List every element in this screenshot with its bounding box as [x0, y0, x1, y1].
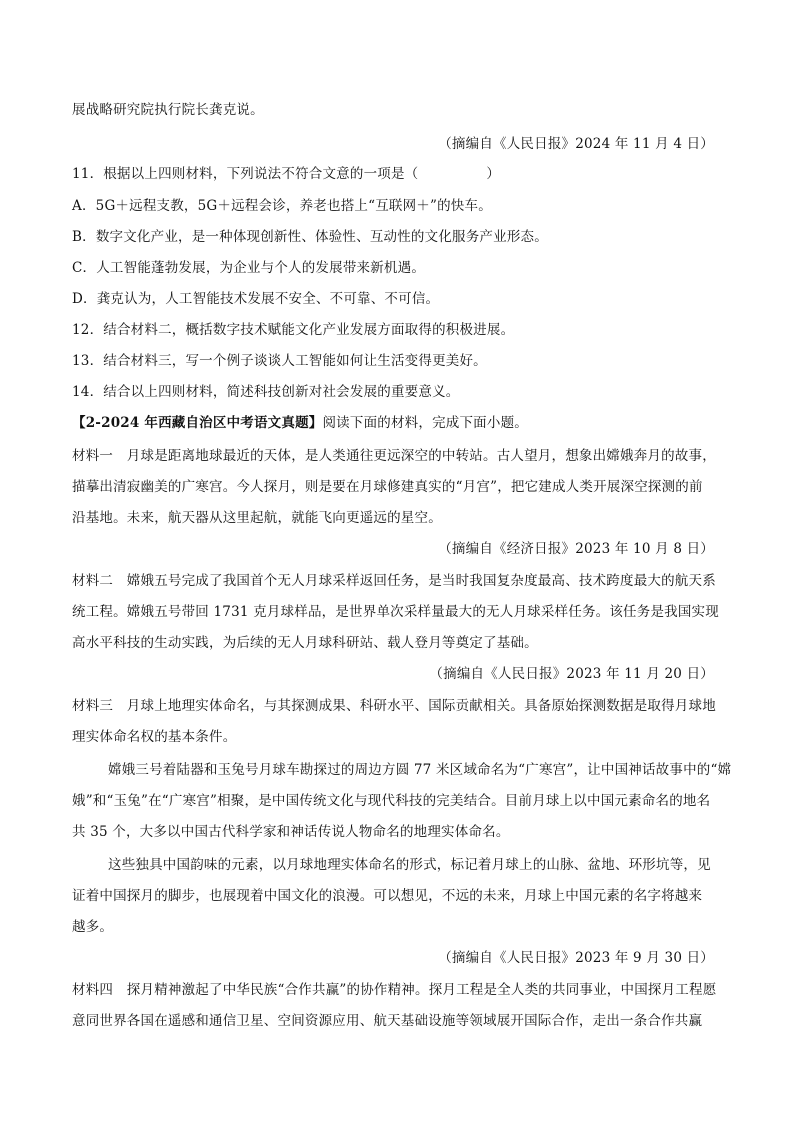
material-3-line: 材料三 月球上地理实体命名，与其探测成果、科研水平、国际贡献相关。具备原始探测数据是取得月球地	[72, 698, 716, 714]
material-3-line: 嫦娥三号着陆器和玉兔号月球车勘探过的周边方圆 77 米区域命名为“广寒宫”，让中国神话故事中的“嫦	[108, 762, 732, 778]
material-1-line: 沿基地。未来，航天器从这里起航，就能飞向更遥远的星空。	[72, 510, 442, 526]
material-1-line: 材料一 月球是距离地球最近的天体，是人类通往更远深空的中转站。古人望月，想象出嫦娥奔月的故事，	[72, 448, 716, 464]
text-line: 展战略研究院执行院长龚克说。	[72, 102, 264, 118]
option-b: B．数字文化产业，是一种体现创新性、体验性、互动性的文化服务产业形态。	[72, 229, 548, 245]
material-3-line: 理实体命名权的基本条件。	[72, 729, 237, 745]
source-citation: （摘编自《人民日报》2023 年 11 月 20 日）	[429, 666, 714, 682]
material-3-line: 这些独具中国韵味的元素，以月球地理实体命名的形式，标记着月球上的山脉、盆地、环形坑等，见	[108, 857, 711, 873]
question-11	[72, 164, 732, 184]
source-citation: （摘编自《人民日报》2023 年 9 月 30 日）	[438, 950, 714, 966]
material-4-line: 意同世界各国在遥感和通信卫星、空间资源应用、航天基础设施等领域展开国际合作，走出一条合作共赢	[72, 1013, 703, 1029]
section-instruction: 阅读下面的材料，完成下面小题。	[322, 415, 528, 431]
material-2-line: 统工程。嫦娥五号带回 1731 克月球样品，是世界单次采样量最大的无人月球采样任务。该任务是我国实现	[72, 604, 719, 620]
question-14: 14．结合以上四则材料，简述科技创新对社会发展的重要意义。	[72, 384, 460, 400]
section-heading	[72, 413, 732, 433]
source-citation: （摘编自《人民日报》2024 年 11 月 4 日）	[438, 136, 714, 152]
question-13: 13．结合材料三，写一个例子谈谈人工智能如何让生活变得更美好。	[72, 353, 487, 369]
question-11-stem: 11．根据以上四则材料，下列说法不符合文意的一项是（	[72, 166, 419, 182]
material-3-line: 证着中国探月的脚步，也展现着中国文化的浪漫。可以想见，不远的未来，月球上中国元素的名字将越来	[72, 888, 703, 904]
material-1-line: 描摹出清寂幽美的广寒宫。今人探月，则是要在月球修建真实的“月宫”，把它建成人类开展深空探测的前	[72, 479, 703, 495]
material-3-line: 越多。	[72, 919, 114, 935]
source-citation: （摘编自《经济日报》2023 年 10 月 8 日）	[438, 541, 714, 557]
material-2-line: 材料二 嫦娥五号完成了我国首个无人月球采样返回任务，是当时我国复杂度最高、技术跨度最大的航天系	[72, 573, 716, 589]
question-11-close: ）	[486, 166, 501, 182]
option-c: C．人工智能蓬勃发展，为企业与个人的发展带来新机遇。	[72, 260, 426, 276]
question-12: 12．结合材料二，概括数字技术赋能文化产业发展方面取得的积极进展。	[72, 322, 515, 338]
option-d: D．龚克认为，人工智能技术发展不安全、不可靠、不可信。	[72, 291, 440, 307]
material-3-line: 共 35 个，大多以中国古代科学家和神话传说人物命名的地理实体命名。	[72, 824, 510, 840]
section-title: 【2-2024 年西藏自治区中考语文真题】	[72, 415, 323, 431]
material-3-line: 娥”和“玉兔”在“广寒宫”相聚，是中国传统文化与现代科技的完美结合。目前月球上以中国元素命名的地名	[72, 793, 711, 809]
option-a: A．5G＋远程支教，5G＋远程会诊，养老也搭上“互联网＋”的快车。	[72, 198, 492, 214]
material-2-line: 高水平科技的生动实践，为后续的无人月球科研站、载人登月等奠定了基础。	[72, 635, 538, 651]
material-4-line: 材料四 探月精神激起了中华民族“合作共赢”的协作精神。探月工程是全人类的共同事业，中国探月工程愿	[72, 982, 717, 998]
